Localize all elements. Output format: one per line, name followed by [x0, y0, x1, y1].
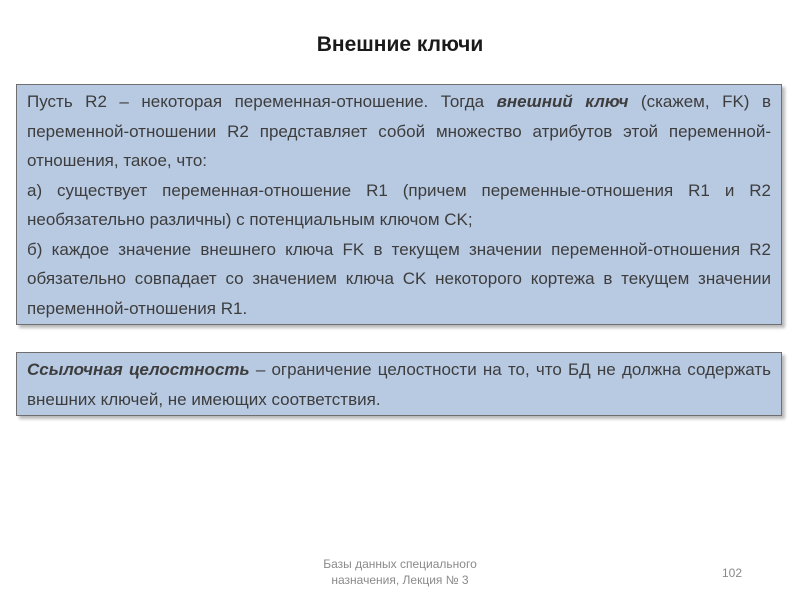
- footer-caption-line1: Базы данных специального: [323, 557, 477, 571]
- foreign-key-term: внешний ключ: [496, 92, 629, 111]
- definition-item-a: а) существует переменная-отношение R1 (причем переменные-отношения R1 и R2 необязательно различны) с потенциальным ключом CK;: [27, 180, 771, 229]
- definition-intro: [27, 87, 771, 176]
- definition-intro-after: (скажем, FK) в переменной-отношении R2 представляет собой множество атрибутов этой переменной-отношения, такое, что:: [27, 92, 771, 170]
- footer-caption-line2: назначения, Лекция № 3: [331, 573, 469, 587]
- referential-integrity-term: Ссылочная целостность: [27, 360, 250, 379]
- referential-integrity-text: [27, 355, 771, 414]
- definition-item-b: б) каждое значение внешнего ключа FK в текущем значении переменной-отношения R2 обязательно совпадает со значением ключа CK некоторого кортежа в текущем значении переменной-отношения R1.: [27, 239, 771, 318]
- footer-caption: [250, 556, 550, 588]
- slide-title: Внешние ключи: [316, 33, 484, 56]
- referential-integrity-box: [16, 352, 782, 416]
- foreign-key-definition-box: [16, 84, 782, 325]
- definition-intro-before: Пусть R2 – некоторая переменная-отношение. Тогда: [27, 92, 497, 111]
- referential-integrity-description: – ограничение целостности на то, что БД не должна содержать внешних ключей, не имеющих соответствия.: [27, 360, 771, 409]
- page-number: 102: [722, 566, 743, 580]
